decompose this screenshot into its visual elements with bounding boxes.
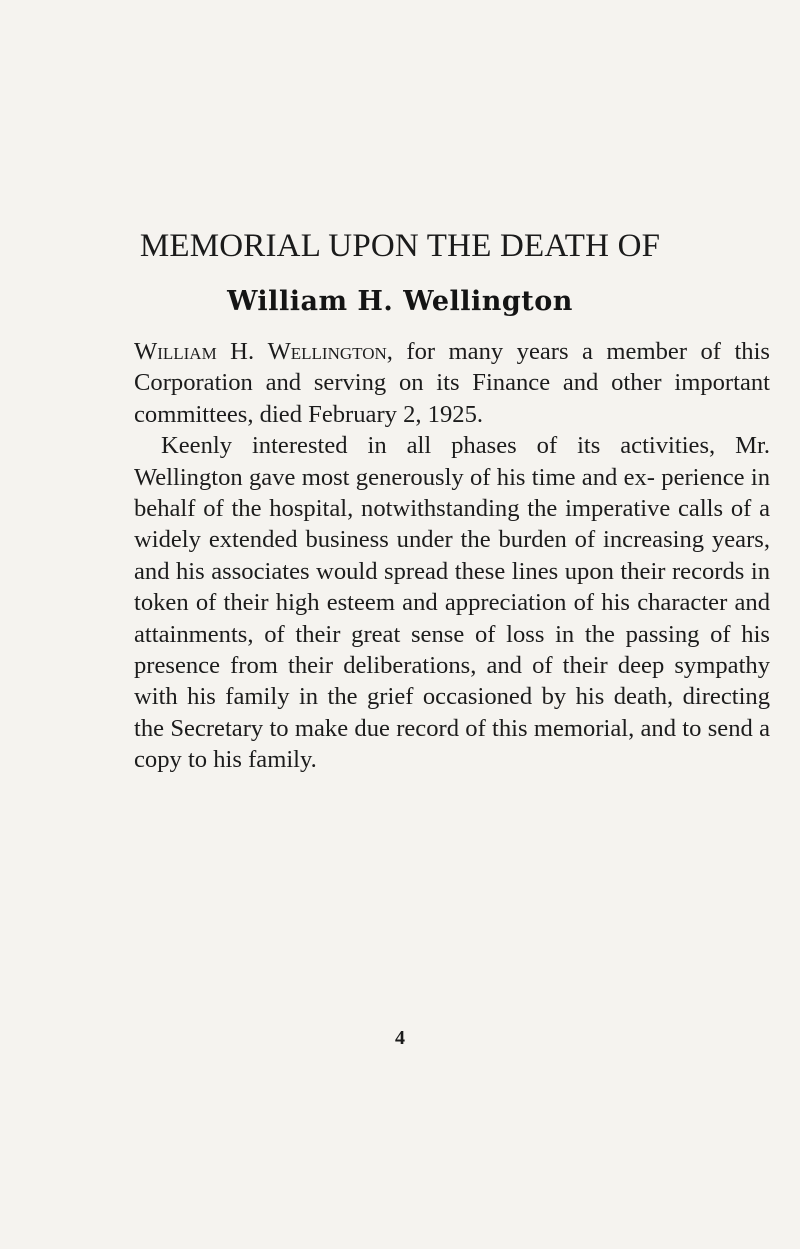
memorial-heading: MEMORIAL UPON THE DEATH OF	[139, 228, 661, 264]
lead-first-name: William	[134, 338, 217, 365]
memorial-body	[134, 336, 770, 776]
opening-paragraph	[134, 336, 770, 430]
lead-last-name: Wellington	[267, 338, 387, 365]
page-number: 4	[395, 1027, 405, 1049]
lead-middle-initial: H.	[216, 338, 268, 365]
opening-paragraph-text: , for many years a member of this Corporation and serving on its Finance and other important committees, died February 2, 1925.	[134, 338, 770, 428]
deceased-name-title: William H. Wellington	[227, 286, 573, 317]
tribute-paragraph: Keenly interested in all phases of its activities, Mr. Wellington gave most generously of his time and ex- perience in behalf of the hospital, notwithstanding the imperative calls of a widely extended business under the burden of increasing years, and his associates would spread these lines upon their records in token of their high esteem and appreciation of his character and attainments, of their great sense of loss in the passing of his presence from their deliberations, and of their deep sympathy with his family in the grief occasioned by his death, directing the Secretary to make due record of this memorial, and to send a copy to his family.	[134, 432, 770, 774]
